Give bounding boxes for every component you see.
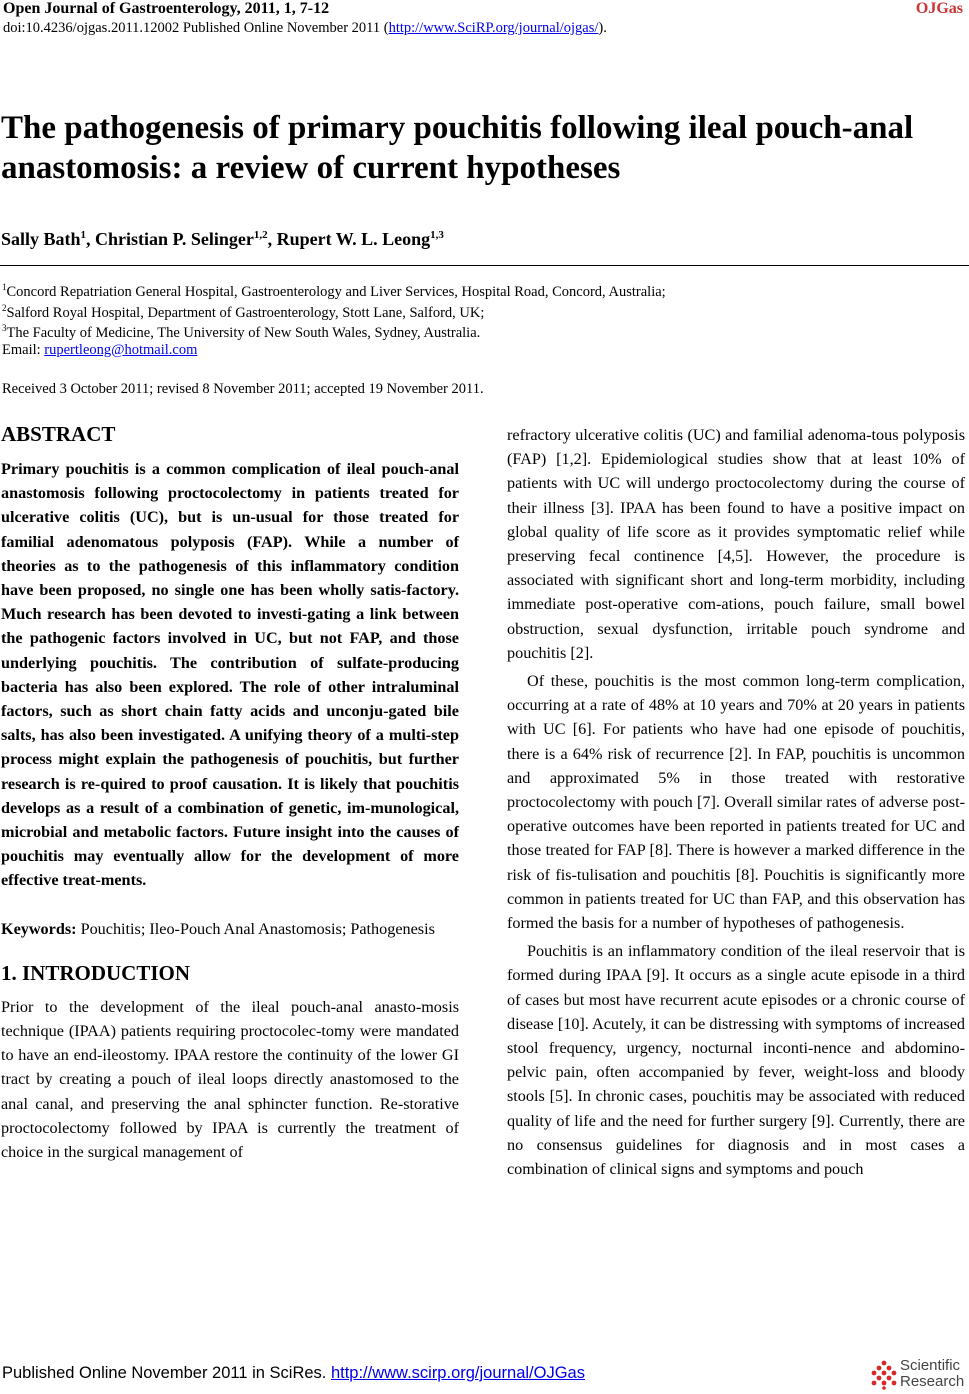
logo-line: Scientific [900,1357,961,1374]
doi-line [3,20,607,37]
body-paragraph: Of these, pouchitis is the most common long-term complication, occurring at a rate of 48% at 10 years and 70% at 20 years in patients with UC [6]. For patients who have had one episode of pouchitis, there is a 64% risk of recurrence [2]. In FAP, pouchitis is uncommon and approximated 5% in those treated with restorative proctocolectomy with pouch [7]. Overall similar rates of adverse post-operative outcomes have been reported in patients treated for UC and those treated for FAP [8]. There is however a marked difference in the risk of fis-tulisation and pouchitis [8]. Pouchitis is significantly more common in patients treated for UC than FAP, and this observation has formed the basis for a number of hypotheses of pathogenesis. [507,672,965,933]
footer-journal-link[interactable]: http://www.scirp.org/journal/OJGas [330,1364,585,1382]
paper-title: The pathogenesis of primary pouchitis following ileal pouch-anal anastomosis: a review of current hypotheses [1,110,914,186]
publisher-logo [870,1358,965,1394]
email-link[interactable]: rupertleong@hotmail.com [44,342,198,358]
scientific-research-logo-icon [870,1360,898,1390]
keywords-label: Keywords: [1,919,77,938]
affiliation-text: Salford Royal Hospital, Department of Gastroenterology, Stott Lane, Salford, UK; [6,304,485,321]
header-divider [0,265,969,266]
section-heading-introduction: 1. INTRODUCTION [1,960,191,985]
author-separator: , [267,229,277,249]
author-list [1,229,444,250]
logo-line: Research [900,1373,965,1390]
intro-paragraph: Prior to the development of the ileal pouch-anal anasto-mosis technique (IPAA) patients requiring proctocolec-tomy were mandated to have an end-ileostomy. IPAA restore the continuity of the lower GI tract by creating a pouch of ileal loops directly anastomosed to the anal canal, and preserving the anal sphincter function. Re-storative proctocolectomy followed by IPAA is currently the treatment of choice in the surgical management of [1,997,459,1162]
email-line [2,340,197,360]
author-name: Rupert W. L. Leong [276,229,431,249]
doi-text: doi:10.4236/ojgas.2011.12002 Published Online November 2011 ( [3,20,389,36]
body-paragraph: refractory ulcerative colitis (UC) and familial adenoma-tous polyposis (FAP) [1,2]. Epidemiological studies show that at least 10% of patients with UC will undergo proctocolectomy during the course of their illness [3]. IPAA has been found to have a positive impact on global quality of life score as it provides symptomatic relief while preserving fecal continence [4,5]. However, the procedure is associated with significant short and long-term morbidity, including immediate post-operative com-ations, pouch failure, small bowel obstruction, sexual dysfunction, irritable pouch syndrome and pouchitis [2]. [507,426,965,662]
footer-text: Published Online November 2011 in SciRes. [2,1364,331,1382]
keywords-text: Pouchitis; Ileo-Pouch Anal Anastomosis; Pathogenesis [80,919,435,938]
received-dates: Received 3 October 2011; revised 8 November 2011; accepted 19 November 2011. [2,381,484,397]
journal-abbreviation: OJGas [915,0,963,17]
keywords [1,917,459,941]
footer [2,1364,585,1383]
author-separator: , [86,229,96,249]
right-column [507,423,965,1181]
affiliation-text: The Faculty of Medicine, The University of New South Wales, Sydney, Australia. [6,324,481,341]
affiliation-text: Concord Repatriation General Hospital, Gastroenterology and Liver Services, Hospital Road, Concord, Australia; [6,283,666,300]
affiliation-superscript: 1 [2,282,7,292]
journal-url-link[interactable]: http://www.SciRP.org/journal/ojgas/ [388,20,599,36]
left-column [1,421,459,1164]
abstract-heading: ABSTRACT [1,422,116,446]
doi-suffix: ). [598,20,607,36]
email-label: Email: [2,342,45,358]
affiliation-superscript: 2 [2,303,7,313]
body-paragraph: Pouchitis is an inflammatory condition of the ileal reservoir that is formed during IPAA [9]. It occurs as a single acute episode in a third of cases but most have recurrent acute episodes or a chronic course of disease [10]. Acutely, it can be distressing with symptoms of increased stool frequency, urgency, nocturnal inconti-nence and abdomino-pelvic pain, often accompanied by fever, weight-loss and bloody stools [5]. In chronic cases, pouchitis may be associated with reduced quality of life and the need for further surgery [9]. Currently, there are no consensus guidelines for diagnosis and in most cases a combination of clinical signs and symptoms and pouch [507,942,965,1179]
journal-name: Open Journal of Gastroenterology, 2011, 1, 7-12 [3,0,330,17]
author-superscript: 1,2 [253,229,268,241]
author-name: Sally Bath [1,229,81,249]
affiliation-superscript: 3 [2,323,7,333]
author-superscript: 1 [80,229,87,241]
author-superscript: 1,3 [430,229,444,241]
logo-wordmark [900,1358,964,1390]
abstract-text: Primary pouchitis is a common complication of ileal pouch-anal anastomosis following proctocolectomy in patients treated for ulcerative colitis (UC), but is un-usual for those treated for familial adenomatous polyposis (FAP). While a number of theories as to the pathogenesis of this inflammatory condition have been proposed, no single one has been wholly satis-factory. Much research has been devoted to investi-gating a link between the pathogenic factors involved in UC, but not FAP, and those underlying pouchitis. The contribution of sulfate-producing bacteria has also been explored. The role of other intraluminal factors, such as short chain fatty acids and unconju-gated bile salts, has also been investigated. A unifying theory of a multi-step process might explain the pathogenesis of pouchitis, but further research is re-quired to proof causation. It is likely that pouchitis develops as a result of a combination of genetic, im-munological, microbial and metabolic factors. Future insight into the causes of pouchitis may eventually allow for the development of more effective treat-ments. [1,460,459,890]
author-name: Christian P. Selinger [95,229,254,249]
